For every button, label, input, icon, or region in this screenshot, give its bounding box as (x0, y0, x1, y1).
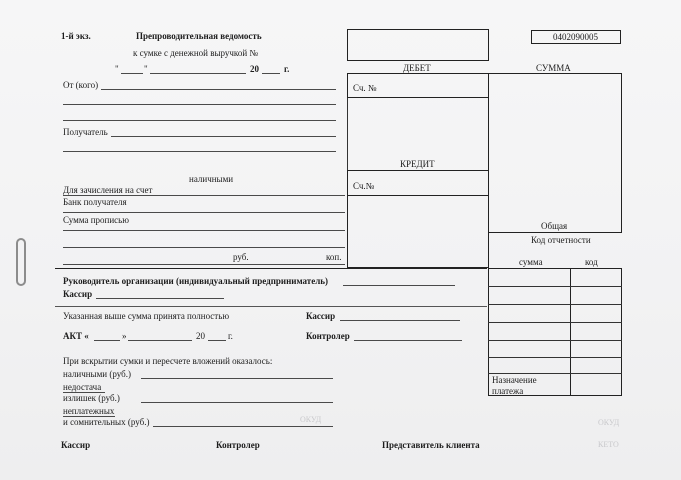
date-quote-open: " (115, 64, 119, 74)
sum-words-label: Сумма прописью (63, 215, 130, 225)
year-prefix: 20 (250, 64, 259, 74)
sum-digits-line (63, 264, 345, 265)
head-label: Руководитель организации (индивидуальный предприниматель) (63, 276, 329, 286)
total-label: Общая (541, 221, 568, 231)
credit-account-label: Для зачисления на счет (63, 185, 153, 195)
rub-label: руб. (233, 252, 249, 262)
sum-words-line (63, 230, 345, 231)
from-label: От (кого) (63, 80, 99, 90)
bank-line (63, 212, 345, 213)
footer-controller: Контролер (216, 440, 260, 450)
doubtful-row-label: и сомнительных (руб.) (63, 417, 150, 427)
ghost-mark: ОКУД (598, 418, 620, 427)
credit-lower-box (347, 195, 489, 268)
form-title: Препроводительная ведомость (136, 31, 262, 41)
code-table-row-line (488, 357, 622, 358)
opening-text: При вскрытии сумки и пересчете вложений оказалось: (63, 356, 273, 366)
recipient-line-2 (63, 151, 336, 152)
debit-left-border (347, 98, 348, 170)
cash-row-line (141, 378, 333, 379)
accepted-label: Указанная выше сумма принята полностью (63, 311, 230, 321)
sum-label: СУММА (536, 63, 571, 73)
act-year: 20 (196, 331, 205, 341)
debit-account-label: Сч. № (353, 83, 377, 93)
recipient-line (111, 136, 336, 137)
credit-account-box (347, 170, 489, 196)
ghost-mark: КЕТО (598, 440, 619, 449)
year-line (262, 73, 280, 74)
act-label: АКТ « (63, 331, 89, 341)
cash-row-label: наличными (руб.) (63, 369, 131, 379)
act-month-line (128, 340, 192, 341)
debit-account-box (347, 73, 489, 98)
date-month-line (150, 73, 246, 74)
bank-label: Банк получателя (63, 197, 127, 207)
col-sum-label: сумма (519, 257, 543, 267)
date-day-line (121, 73, 143, 74)
footer-client-rep: Представитель клиента (382, 440, 480, 450)
from-line-3 (63, 120, 336, 121)
cash-label: наличными (189, 174, 234, 184)
section-divider-2 (55, 306, 487, 307)
code-table-row-line (488, 286, 622, 287)
cashier-label: Кассир (63, 289, 93, 299)
col-code-label: код (585, 257, 598, 267)
form-subtitle: к сумке с денежной выручкой № (133, 48, 258, 58)
surplus-row-line (141, 402, 333, 403)
cashier2-line (340, 320, 460, 321)
footer-cashier: Кассир (61, 440, 91, 450)
from-line (101, 89, 336, 90)
form-code: 0402090005 (553, 32, 598, 42)
code-table-row-line (488, 340, 622, 341)
credit-line (63, 195, 345, 196)
code-table-col-divider (570, 268, 571, 396)
cashier2-label: Кассир (306, 311, 336, 321)
from-line-2 (63, 104, 336, 105)
act-number-line (94, 340, 120, 341)
surplus-row-label: излишек (руб.) (63, 393, 120, 403)
top-stamp-box (347, 29, 489, 61)
code-table-row-line (488, 322, 622, 323)
controller-label: Контролер (306, 331, 350, 341)
report-code-label: Код отчетности (531, 235, 591, 245)
purpose-label: Назначение платежа (492, 375, 537, 396)
date-quote-close: " (144, 64, 148, 74)
section-divider (55, 268, 487, 269)
binder-clip (16, 238, 26, 286)
recipient-label: Получатель (63, 127, 108, 137)
act-year-line (208, 340, 226, 341)
controller-line (354, 340, 462, 341)
kop-label: коп. (326, 252, 342, 262)
head-signature-line (343, 285, 455, 286)
code-table-row-line (488, 304, 622, 305)
form-code-box (531, 30, 621, 44)
credit-account-label: Сч.№ (353, 181, 375, 191)
sum-box (488, 73, 622, 233)
copy-number: 1-й экз. (61, 31, 91, 41)
doubtful-row-line (153, 426, 333, 427)
act-mid: » (122, 331, 127, 341)
debit-label: ДЕБЕТ (403, 63, 431, 73)
cashier-signature-line (96, 298, 224, 299)
nonpay-label: неплатежных (63, 406, 115, 416)
credit-label: КРЕДИТ (400, 159, 435, 169)
sum-words-line-2 (63, 247, 345, 248)
ghost-mark: ОКУД (300, 415, 322, 424)
shortage-label: недостача (63, 382, 102, 392)
year-suffix: г. (284, 64, 290, 74)
code-table-row-line (488, 373, 622, 374)
act-g: г. (228, 331, 233, 341)
